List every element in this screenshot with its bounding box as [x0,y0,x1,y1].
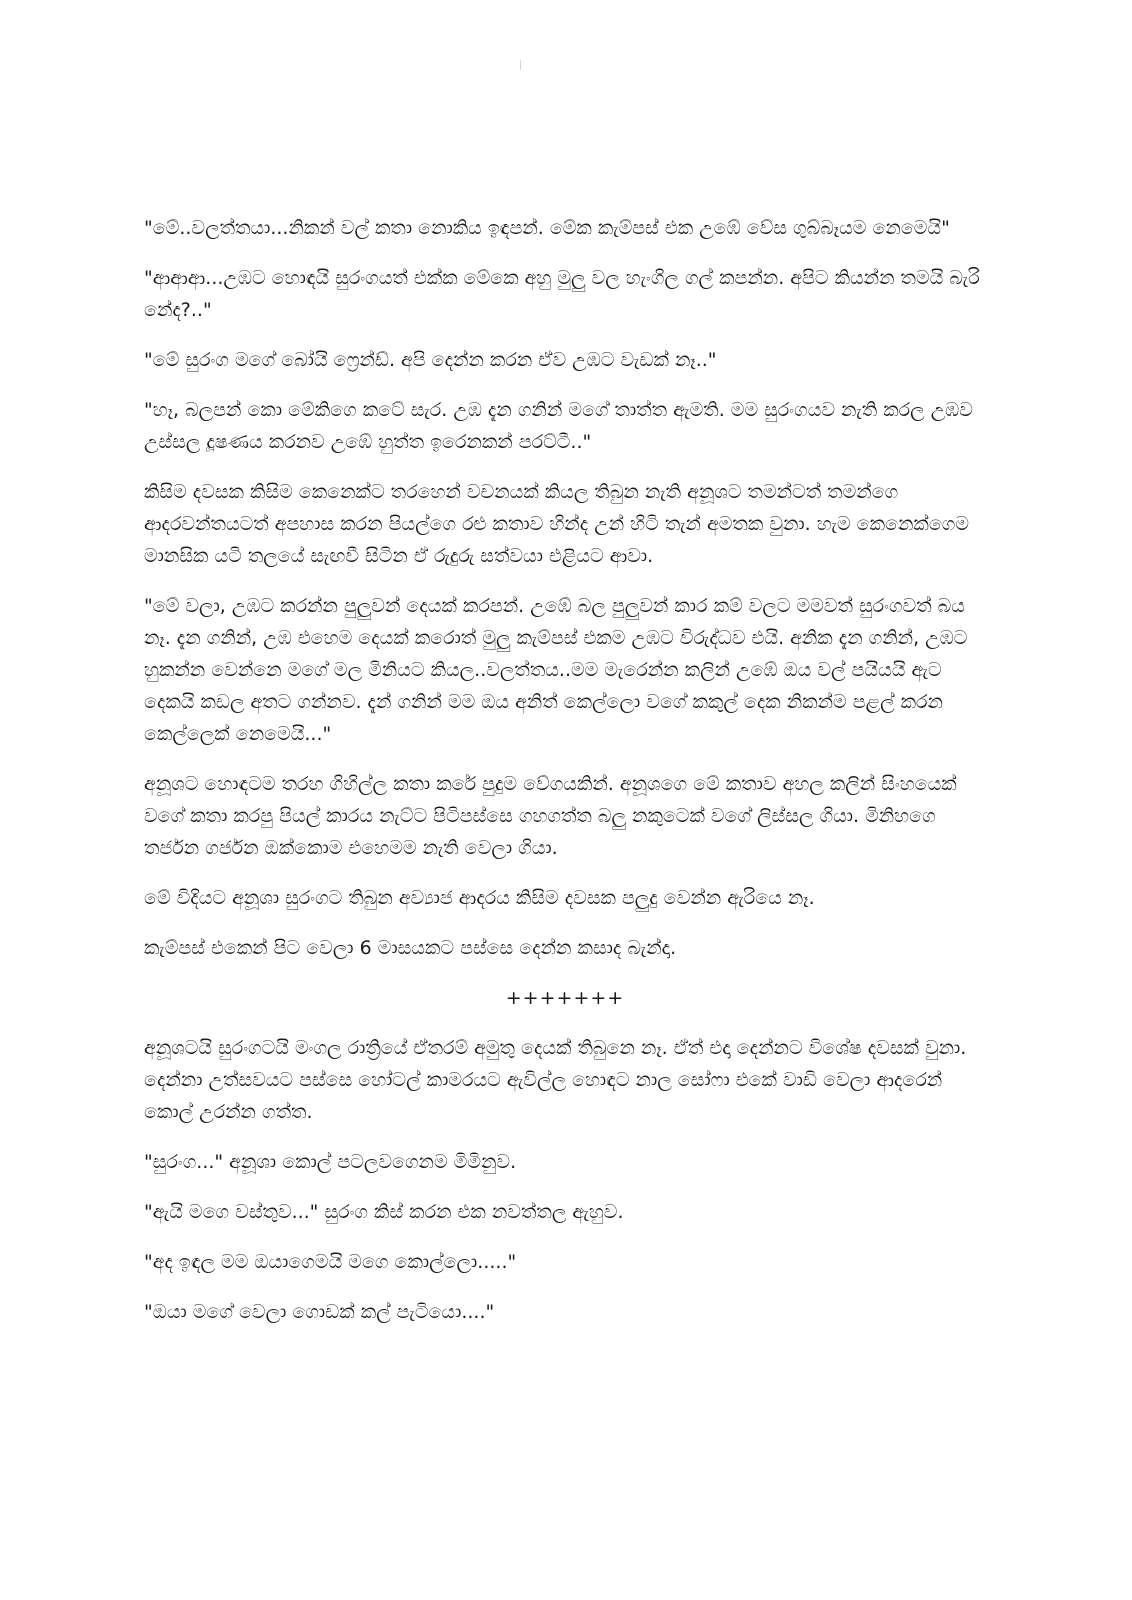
scan-mark [520,60,521,70]
paragraph: "මේ සුරංග මගේ බෝයි ෆ්‍රෙන්ඩ්. අපි දෙන්න කරන ඒව උඹට වැඩක් නෑ.." [144,349,717,371]
paragraph: "මේ..වලත්තයා...නිකන් වල් කතා නොකිය ඉඳපන්. මේක කැම්පස් එක උඹේ වේස ගුබ්බෑයම නෙමෙයි" [144,217,950,239]
paragraph: අනූශට හොඳටම තරහ ගිහිල්ල කතා කරේ පුදුම වේගයකින්. අනූශගෙ මේ කතාව අහල කලින් සිංහයෙක් වගේ කතා කරපු පියල් කාරය නැට්ට පිටිපස්සෙ ගහගත්ත බලු නකුටෙක් වගේ ලිස්සල ගියා. මිනිහගෙ තර්ජන ගර්ජන ඔක්කොම එහෙමම නැති වෙලා ගියා. [144,773,957,859]
paragraph: "ආආආ...උඹට හොඳයි සුරංගයත් එක්ක මේකෙ අහු මුලු වල හැංගිල ගල් කපන්න. අපිට කියන්න තමයි බැරි නේද?.." [144,267,980,321]
paragraph: "ඔයා මගේ වෙලා ගොඩක් කල් පැටියො...." [144,1301,495,1323]
paragraph: මේ විදියට අනූශා සුරංගට තිබුන අව්‍යාජ ආදරය කිසිම දවසක පලුදු වෙන්න ඇරියෙ නෑ. [144,887,815,909]
document-body [144,212,986,1346]
paragraph: කිසිම දවසක කිසිම කෙනෙක්ට තරහෙන් වචනයක් කියල තිබුන නැති අනූශට තමන්ටත් තමන්ගෙ ආදරවන්තයටත් අපහාස කරන පියල්ගෙ රළු කතාව හින්ද උන් හිටි තැන් අමතක වුනා. හැම කෙනෙක්ගෙම මානසික යටි තලයේ සැඟවී සිටින ඒ රුදුරු සත්වයා එළියට ආවා. [144,481,970,567]
paragraph: "ඇයි මගෙ වස්තුව..." සුරංග කිස් කරන එක නවත්තල ඇහුව. [144,1201,624,1223]
paragraph: "සුරංග..." අනූශා කොල් පටලවගෙනම මිමිනුව. [144,1151,517,1173]
paragraph: අනූශටයි සුරංගටයි මංගල රාත්‍රියේ ඒතරම් අමුතු දෙයක් තිබුනෙ නෑ. ඒත් එදා දෙන්නට විශේෂ දවසක් වුනා. දෙන්නා උත්සවයට පස්සෙ හෝටල් කාමරයට ඇවිල්ල හොඳට නාල සෝෆා එකේ වාඩි වෙලා ආදරෙන් කොල් උරන්න ගත්ත. [144,1037,967,1123]
section-separator: +++++++ [505,987,625,1009]
paragraph: "අද ඉඳල මම ඔයාගෙමයි මගෙ කොල්ලො....." [144,1251,517,1273]
paragraph: කැම්පස් එකෙන් පිට වෙලා 6 මාසයකට පස්සෙ දෙන්න කසාද බැන්දා. [144,937,677,959]
paragraph: "මේ වලා, උඹට කරන්න පුලුවන් දෙයක් කරපන්. උඹේ බල පුලුවන් කාර කම් වලට මමවත් සුරංගවත් බය නෑ. දැන ගනින්, උඹ එහෙම දෙයක් කරොත් මුලු කැම්පස් එකම උඹට විරුද්ධව එයි. අනික දැන ගනින්, උඹට හුකන්න වෙන්නෙ මගේ මල මිනියට කියල..වලත්තය..මම මැරෙන්න කලින් උඹේ ඔය වල් පයියයි ඇට දෙකයි කඩල අතට ගන්නව. දැන් ගනින් මම ඔය අනිත් කෙල්ලො වගේ කකුල් දෙක නිකන්ම පළල් කරන කෙල්ලෙක් නෙමෙයි..." [144,595,968,745]
paragraph: "හෑ, බලපන් කො මේකිගෙ කටේ සැර. උඹ දැන ගනින් මගේ තාත්ත ඇමති. මම සුරංගයව නැති කරල උඹව උස්සල දූෂණය කරනව උඹේ හුත්ත ඉරෙනකන් පරට්ටී.." [144,399,973,453]
